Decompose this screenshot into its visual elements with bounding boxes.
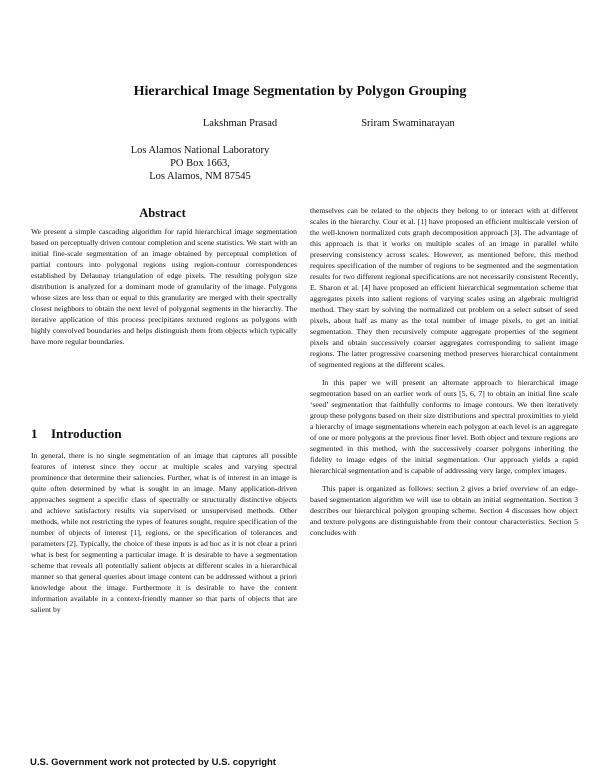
body-paragraph: This paper is organized as follows: section 2 gives a brief overview of an edge-based segmentation algorithm we will use to obtain an initial segmentation. Section 3 describes our hierarchical polygon grouping scheme. Section 4 discusses how object and texture polygons are distinguishable from their contour characteristics. Section 5 concludes with <box>310 484 578 537</box>
abstract-heading: Abstract <box>139 206 186 220</box>
body-paragraph: In general, there is no single segmentation of an image that captures all possible features of interest since they occur at multiple scales and varying spectral prominence that determine their saliencies. Further, what is of interest in an image is quite often determined by what is sought in an image. Many application-driven approaches segment a specific class of spectrally or structurally distinctive objects and achieve satisfactory results via supervised or unsupervised methods. Other methods, while not restricting the types of features sought, require specification of the number of objects of interest [1], regions, or the specification of tolerances and parameters [2]. Typically, the choice of these inputs is ad hoc as it is not clear a priori what is best for segmenting a particular image. It is desirable to have a segmentation scheme that reveals all potentially salient objects at different scales in a hierarchical manner so that general queries about image content can be addressed without a priori knowledge about the image. Furthermore it is desirable to have the content information available in a context-friendly manner so that parts of objects that are salient by <box>31 451 297 614</box>
affiliation <box>100 144 300 184</box>
body-paragraph: themselves can be related to the objects they belong to or interact with at different scales in the hierarchy. Cour et al. [1] have proposed an efficient multiscale version of the well-known normalized cuts graph decomposition approach [3]. The advantage of this approach is that it works on multiple scales of an image in parallel while preserving consistency across scales. However, as mentioned before, this method requires specification of the number of regions to be segmented and the segmentation results for two different regional specifications are not necessarily consistent Recently, E. Sharon et al. [4] have proposed an efficient hierarchical segmentation scheme that aggregates pixels into salient regions of varying scales using an algebraic multigrid method. They start by solving the normalized cut problem on a select subset of seed pixels, about half as many as the total number of image pixels, to get an initial segmentation. They then recursively compute aggregate properties of the segment pixels and obtain successively coarser aggregates corresponding to salient image regions. The latter progressive coarsening method preserves hierarchical containment of segmented regions at the different scales. <box>310 206 578 369</box>
section-number: 1 <box>31 426 38 441</box>
section-heading-introduction <box>31 426 122 442</box>
paper-title: Hierarchical Image Segmentation by Polygon Grouping <box>133 84 467 99</box>
introduction-body <box>31 450 297 615</box>
author-name: Sriram Swaminarayan <box>361 118 455 129</box>
author-name: Lakshman Prasad <box>202 118 278 129</box>
section-title: Introduction <box>51 426 122 441</box>
affiliation-line: PO Box 1663, <box>170 158 230 170</box>
body-paragraph: In this paper we will present an alternate approach to hierarchical image segmentation based on an earlier work of ours [5, 6, 7] to obtain an initial fine scale ‘seed’ segmentation that faithfully conforms to image contours. We then iteratively group these polygons based on their size distributions and spectral proximities to yield a hierarchy of image segmentations wherein each polygon at each level is an aggregate of one or more polygons at the previous finer level. Both object and texture regions are segmented in this method, with the successively coarser polygons inheriting the fidelity to image edges of the initial segmentation. Our approach yields a rapid hierarchical segmentation and is capable of addressing very large, complex images. <box>310 378 578 475</box>
right-column <box>310 205 578 538</box>
copyright-footer: U.S. Government work not protected by U.S. copyright <box>30 757 276 768</box>
affiliation-line: Los Alamos National Laboratory <box>130 145 270 156</box>
abstract-body <box>31 226 297 347</box>
affiliation-line: Los Alamos, NM 87545 <box>149 171 251 183</box>
abstract-paragraph: We present a simple cascading algorithm for rapid hierarchical image segmentation based on perceptually driven contour completion and scene statistics. We start with an initial fine-scale segmentation of an image obtained by perceptual completion of partial contours into polygonal regions using region-contour correspondences established by Delaunay triangulation of edge pixels. The resulting polygon size distribution is analyzed for a dominant mode of granularity of the image. Polygons whose sizes are less than or equal to this granularity are merged with their spectrally closest neighbors to obtain the next level of polygonal segments in the hierarchy. The iterative application of this process precipitates textured regions as polygons with highly convolved boundaries and helps distinguish them from objects which typically have more regular boundaries. <box>31 227 297 346</box>
